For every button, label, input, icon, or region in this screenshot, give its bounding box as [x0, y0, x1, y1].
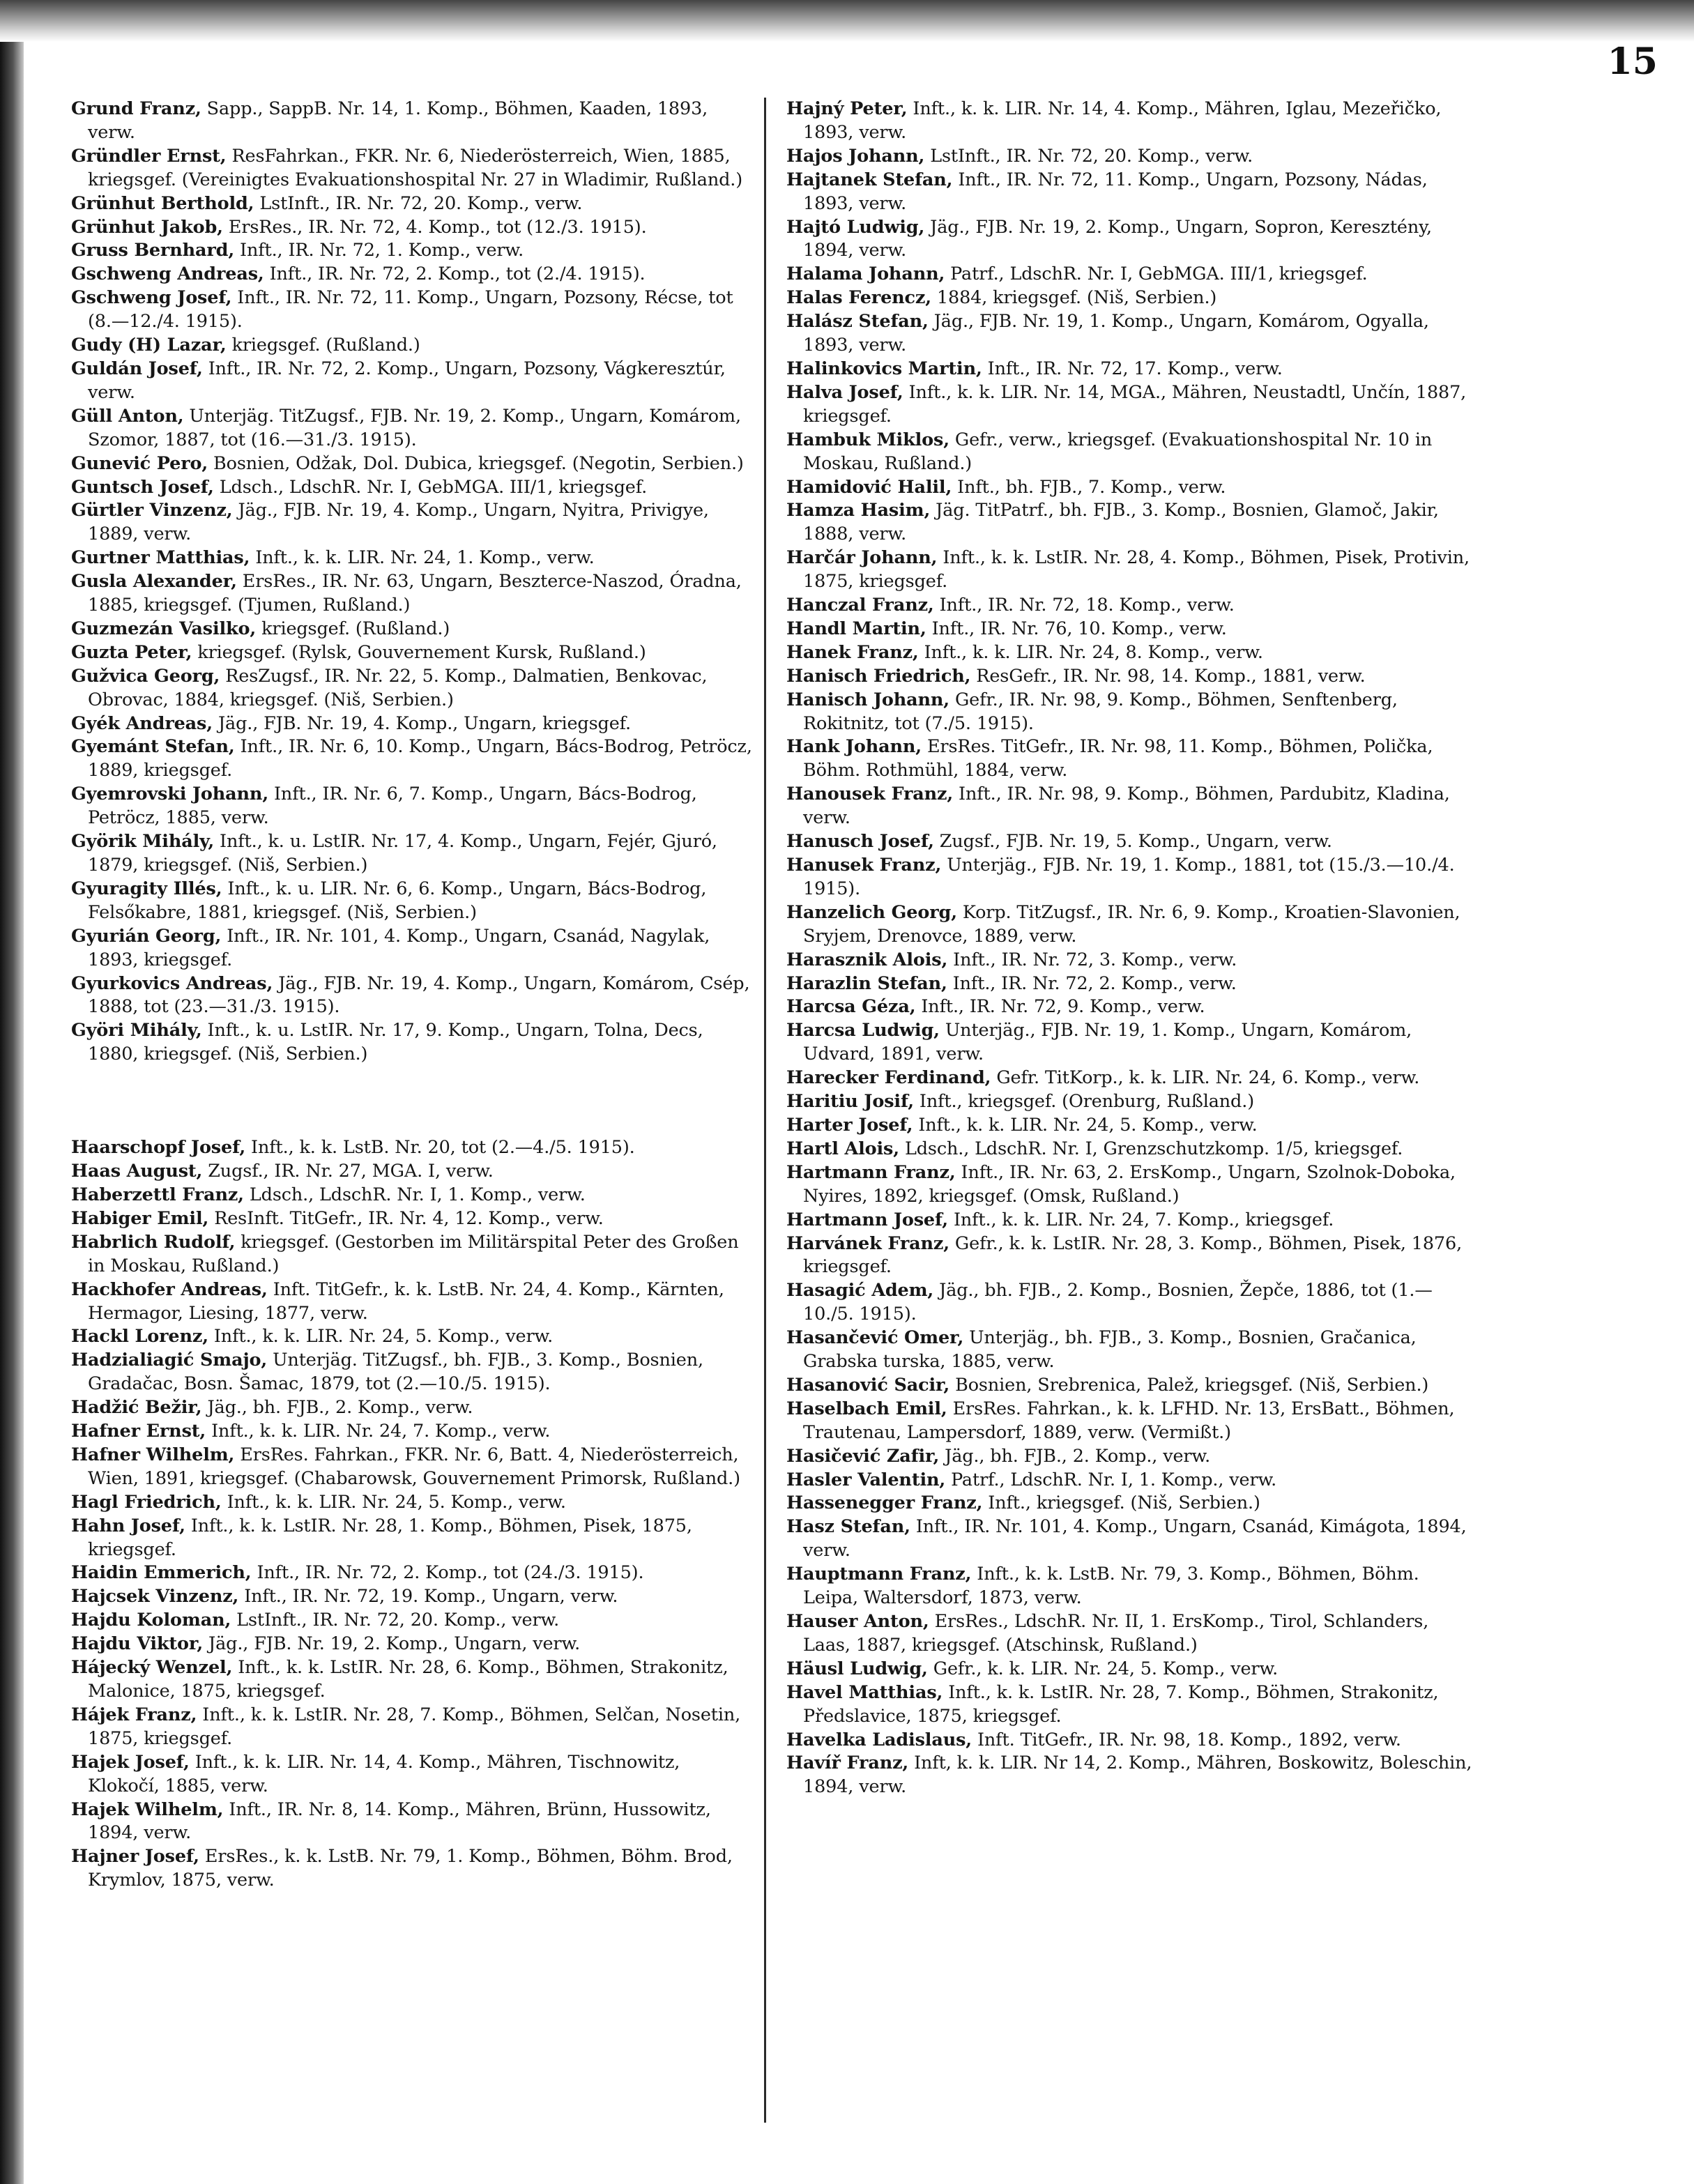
entry-name: Harcsa Géza, — [786, 996, 916, 1018]
entry-details: Inft., k. k. LstIR. Nr. 28, 4. Komp., Böhmen, Pisek, Protivin, 1875, kriegsgef. — [803, 547, 1470, 593]
entry-details: Inft., bh. FJB., 7. Komp., verw. — [952, 476, 1226, 498]
casualty-entry — [71, 1207, 754, 1231]
entry-name: Gunević Pero, — [71, 452, 208, 474]
casualty-entry — [71, 476, 754, 500]
entry-details: ResZugsf., IR. Nr. 22, 5. Komp., Dalmatien, Benkovac, Obrovac, 1884, kriegsgef. (Niš, Serbien.) — [88, 665, 708, 710]
casualty-entry — [71, 98, 754, 145]
casualty-entry — [71, 665, 754, 712]
casualty-entry — [71, 830, 754, 878]
entry-name: Hájecký Wenzel, — [71, 1657, 233, 1679]
entry-details: Gefr., verw., kriegsgef. (Evakuationshospital Nr. 10 in Moskau, Rußland.) — [803, 429, 1433, 474]
entry-details: Inft., IR. Nr. 98, 9. Komp., Böhmen, Pardubitz, Kladina, verw. — [803, 784, 1450, 829]
entry-details: Inft., IR. Nr. 72, 2. Komp., tot (24./3. 1915). — [251, 1562, 644, 1584]
entry-name: Györik Mihály, — [71, 831, 215, 853]
entry-details: Inft., k. k. LIR. Nr. 24, 5. Komp., verw. — [913, 1114, 1258, 1136]
entry-name: Guzta Peter, — [71, 641, 192, 663]
entry-details: Gefr., k. k. LstIR. Nr. 28, 3. Komp., Böhmen, Pisek, 1876, kriegsgef. — [803, 1232, 1463, 1278]
entry-details: Unterjäg., bh. FJB., 3. Komp., Bosnien, Gračanica, Grabska turska, 1885, verw. — [803, 1327, 1417, 1373]
casualty-entry — [71, 570, 754, 618]
entry-name: Harter Josef, — [786, 1114, 913, 1136]
entry-name: Guldán Josef, — [71, 358, 203, 379]
entry-details: Jäg., FJB. Nr. 19, 4. Komp., Ungarn, kriegsgef. — [212, 712, 631, 734]
entry-details: Jäg., FJB. Nr. 19, 4. Komp., Ungarn, Nyitra, Privigye, 1889, verw. — [88, 500, 709, 545]
casualty-entry — [786, 1563, 1473, 1610]
casualty-entry — [71, 145, 754, 192]
entry-name: Hanczal Franz, — [786, 595, 934, 616]
casualty-entry — [786, 476, 1473, 500]
casualty-entry — [71, 1585, 754, 1609]
entry-details: Unterjäg. TitZugsf., bh. FJB., 3. Komp., Bosnien, Gradačac, Bosn. Šamac, 1879, tot (2.—10./5. 1915). — [88, 1350, 703, 1395]
casualty-entry — [71, 1609, 754, 1633]
casualty-entry — [786, 665, 1473, 689]
entry-details: ResInft. TitGefr., IR. Nr. 4, 12. Komp., verw. — [208, 1207, 604, 1229]
entry-details: 1884, kriegsgef. (Niš, Serbien.) — [931, 287, 1217, 309]
entry-name: Hasanović Sacir, — [786, 1374, 950, 1396]
casualty-entry — [786, 1658, 1473, 1681]
casualty-entry — [786, 98, 1473, 145]
casualty-entry — [71, 925, 754, 972]
entry-details: LstInft., IR. Nr. 72, 20. Komp., verw. — [231, 1610, 560, 1631]
casualty-entry — [786, 310, 1473, 358]
entry-details: Gefr. TitKorp., k. k. LIR. Nr. 24, 6. Komp., verw. — [991, 1067, 1420, 1089]
entry-name: Hajcsek Vinzenz, — [71, 1586, 239, 1608]
casualty-entry — [786, 1232, 1473, 1280]
entry-details: Inft., k. k. LIR. Nr. 14, MGA., Mähren, Neustadtl, Unčín, 1887, kriegsgef. — [803, 381, 1467, 427]
casualty-entry — [71, 1515, 754, 1562]
entry-name: Guzmezán Vasilko, — [71, 618, 257, 639]
entry-name: Gyemrovski Johann, — [71, 784, 269, 805]
entry-details: Jäg., FJB. Nr. 19, 2. Komp., Ungarn, Sopron, Keresztény, 1894, verw. — [803, 216, 1432, 261]
entry-name: Gschweng Andreas, — [71, 264, 264, 285]
entry-details: Inft., kriegsgef. (Orenburg, Rußland.) — [913, 1091, 1254, 1113]
entry-name: Haidin Emmerich, — [71, 1562, 252, 1584]
entry-name: Hajner Josef, — [71, 1846, 199, 1868]
casualty-entry — [71, 499, 754, 547]
casualty-entry — [786, 949, 1473, 972]
entry-details: LstInft., IR. Nr. 72, 20. Komp., verw. — [254, 192, 583, 214]
entry-name: Hájek Franz, — [71, 1704, 197, 1725]
entry-name: Haberzettl Franz, — [71, 1184, 244, 1205]
entry-name: Hartmann Josef, — [786, 1209, 948, 1230]
casualty-entry — [786, 1398, 1473, 1445]
casualty-entry — [786, 1327, 1473, 1374]
casualty-entry — [786, 547, 1473, 594]
entry-name: Hafner Ernst, — [71, 1421, 206, 1442]
casualty-entry — [786, 972, 1473, 996]
entry-details: Inft, k. k. LIR. Nr 14, 2. Komp., Mähren, Boskowitz, Boleschin, 1894, verw. — [803, 1752, 1472, 1798]
entry-name: Hassenegger Franz, — [786, 1492, 983, 1514]
entry-details: Bosnien, Srebrenica, Palež, kriegsgef. (Niš, Serbien.) — [949, 1374, 1429, 1396]
entry-name: Harcsa Ludwig, — [786, 1020, 940, 1041]
casualty-entry — [71, 1444, 754, 1491]
entry-details: Inft. TitGefr., k. k. LstB. Nr. 24, 4. Komp., Kärnten, Hermagor, Liesing, 1877, verw. — [88, 1278, 724, 1324]
casualty-entry — [71, 1160, 754, 1184]
entry-name: Habrlich Rudolf, — [71, 1231, 236, 1253]
entry-details: Inft., k. k. LIR. Nr. 24, 8. Komp., verw. — [918, 641, 1263, 663]
entry-name: Gyurián Georg, — [71, 925, 222, 947]
entry-details: Inft., IR. Nr. 101, 4. Komp., Ungarn, Csanád, Kimágota, 1894, verw. — [803, 1516, 1467, 1561]
entry-details: Inft., k. k. LIR. Nr. 14, 4. Komp., Mähren, Iglau, Mezeřičko, 1893, verw. — [803, 98, 1442, 143]
entry-name: Güll Anton, — [71, 405, 184, 427]
entry-details: Inft., IR. Nr. 72, 3. Komp., verw. — [947, 949, 1237, 970]
entry-name: Hanisch Friedrich, — [786, 665, 971, 687]
entry-name: Havel Matthias, — [786, 1681, 943, 1703]
casualty-entry — [71, 1349, 754, 1396]
entry-details: Inft., k. k. LIR. Nr. 24, 1. Komp., verw. — [250, 547, 595, 569]
casualty-entry — [71, 263, 754, 287]
casualty-entry — [71, 216, 754, 240]
casualty-entry — [786, 1445, 1473, 1469]
entry-name: Gurtner Matthias, — [71, 547, 250, 569]
casualty-entry — [71, 878, 754, 925]
casualty-entry — [71, 1396, 754, 1420]
entry-name: Grünhut Jakob, — [71, 216, 223, 238]
entry-name: Hasz Stefan, — [786, 1516, 910, 1538]
casualty-entry — [71, 783, 754, 830]
entry-details: Inft., k. u. LIR. Nr. 6, 6. Komp., Ungarn, Bács-Bodrog, Felsőkabre, 1881, kriegsgef. (Niš, Serbien.) — [88, 878, 707, 923]
entry-details: kriegsgef. (Rylsk, Gouvernement Kursk, Rußland.) — [192, 641, 646, 663]
entry-name: Hajdu Koloman, — [71, 1610, 231, 1631]
entry-details: Inft., IR. Nr. 72, 9. Komp., verw. — [915, 996, 1205, 1018]
entry-name: Halama Johann, — [786, 264, 945, 285]
entry-name: Hanisch Johann, — [786, 689, 949, 710]
entry-details: Inft., IR. Nr. 6, 7. Komp., Ungarn, Bács-Bodrog, Petröcz, 1885, verw. — [88, 784, 697, 829]
entry-details: Inft., IR. Nr. 76, 10. Komp., verw. — [926, 618, 1227, 639]
entry-details: Inft., IR. Nr. 72, 19. Komp., Ungarn, verw. — [238, 1586, 618, 1608]
entry-name: Gründler Ernst, — [71, 145, 227, 167]
entry-name: Harecker Ferdinand, — [786, 1067, 991, 1089]
entry-name: Halva Josef, — [786, 381, 903, 403]
entry-details: Inft., k. k. LstIR. Nr. 28, 7. Komp., Böhmen, Strakonitz, Předslavice, 1875, kriegsgef. — [803, 1681, 1439, 1727]
casualty-entry — [786, 594, 1473, 618]
entry-name: Hanousek Franz, — [786, 784, 954, 805]
casualty-entry — [71, 334, 754, 358]
entry-name: Hauptmann Franz, — [786, 1564, 972, 1585]
entry-name: Gyurkovics Andreas, — [71, 972, 273, 994]
casualty-entry — [71, 405, 754, 452]
casualty-entry — [71, 358, 754, 405]
entry-details: Inft., IR. Nr. 72, 11. Komp., Ungarn, Pozsony, Récse, tot (8.—12./4. 1915). — [88, 287, 733, 333]
entry-details: Inft., k. k. LstB. Nr. 79, 3. Komp., Böhmen, Böhm. Leipa, Waltersdorf, 1873, verw. — [803, 1564, 1419, 1609]
casualty-entry — [71, 1561, 754, 1585]
entry-details: Jäg., bh. FJB., 2. Komp., verw. — [201, 1397, 473, 1419]
entry-details: ResGefr., IR. Nr. 98, 14. Komp., 1881, verw. — [970, 665, 1366, 687]
casualty-entry — [71, 452, 754, 476]
entry-details: Unterjäg., FJB. Nr. 19, 1. Komp., 1881, tot (15./3.—10./4. 1915). — [803, 855, 1455, 899]
entry-details: Ldsch., LdschR. Nr. I, Grenzschutzkomp. 1/5, kriegsgef. — [899, 1138, 1403, 1159]
entry-name: Gruss Bernhard, — [71, 240, 235, 261]
casualty-entry — [786, 1161, 1473, 1209]
casualty-entry — [786, 499, 1473, 547]
entry-name: Hajný Peter, — [786, 98, 908, 119]
entry-name: Hajdu Viktor, — [71, 1633, 204, 1655]
entry-details: Inft., k. k. LIR. Nr. 24, 7. Komp., verw. — [206, 1421, 551, 1442]
entry-details: Inft., IR. Nr. 72, 18. Komp., verw. — [933, 595, 1235, 616]
entry-details: Inft., k. k. LIR. Nr. 24, 7. Komp., kriegsgef. — [947, 1209, 1334, 1230]
entry-name: Hadzialiagić Smajo, — [71, 1350, 268, 1371]
entry-name: Haselbach Emil, — [786, 1398, 947, 1419]
entry-name: Harvánek Franz, — [786, 1232, 949, 1254]
entry-name: Hajos Johann, — [786, 145, 925, 167]
casualty-entry — [786, 169, 1473, 216]
entry-name: Havelka Ladislaus, — [786, 1729, 972, 1750]
entry-name: Grund Franz, — [71, 98, 201, 119]
casualty-entry — [786, 1610, 1473, 1658]
entry-details: kriegsgef. (Gestorben im Militärspital Peter des Großen in Moskau, Rußland.) — [88, 1231, 739, 1276]
entry-details: Jäg., FJB. Nr. 19, 2. Komp., Ungarn, verw. — [203, 1633, 581, 1655]
entry-details: Unterjäg. TitZugsf., FJB. Nr. 19, 2. Komp., Ungarn, Komárom, Szomor, 1887, tot (16.—31./3. 1915). — [88, 405, 741, 450]
casualty-entry — [786, 358, 1473, 381]
page-number: 15 — [1607, 40, 1658, 83]
casualty-entry — [786, 263, 1473, 287]
scan-shadow-top — [0, 0, 1694, 42]
entry-name: Gschweng Josef, — [71, 287, 232, 309]
casualty-entry — [71, 1184, 754, 1207]
casualty-entry — [786, 901, 1473, 949]
entry-name: Hamza Hasim, — [786, 500, 931, 521]
casualty-entry — [786, 1090, 1473, 1114]
casualty-entry — [786, 429, 1473, 476]
casualty-entry — [71, 239, 754, 263]
casualty-entry — [786, 216, 1473, 264]
entry-name: Hauser Anton, — [786, 1611, 929, 1632]
casualty-entry — [786, 1752, 1473, 1799]
entry-name: Hackl Lorenz, — [71, 1326, 208, 1347]
entry-name: Haritiu Josif, — [786, 1091, 914, 1113]
entry-details: ResFahrkan., FKR. Nr. 6, Niederösterreich, Wien, 1885, kriegsgef. (Vereinigtes Evakuationshospital Nr. 27 in Wladimir, Rußland.) — [88, 145, 743, 190]
entry-name: Handl Martin, — [786, 618, 926, 639]
casualty-entry — [786, 783, 1473, 830]
casualty-entry — [71, 1751, 754, 1799]
casualty-entry — [786, 1209, 1473, 1232]
casualty-entry — [71, 287, 754, 334]
entry-name: Hajtanek Stefan, — [786, 169, 953, 190]
entry-details: Inft., k. k. LstB. Nr. 20, tot (2.—4./5. 1915). — [245, 1137, 635, 1159]
entry-details: Inft., k. k. LIR. Nr. 24, 5. Komp., verw. — [208, 1326, 554, 1347]
entry-name: Hajek Wilhelm, — [71, 1799, 224, 1820]
entry-details: Jäg., bh. FJB., 2. Komp., verw. — [939, 1445, 1211, 1467]
entry-details: Inft., kriegsgef. (Niš, Serbien.) — [982, 1492, 1260, 1514]
casualty-entry — [786, 689, 1473, 736]
column-divider — [764, 98, 766, 2123]
casualty-entry — [786, 381, 1473, 429]
casualty-entry — [71, 1278, 754, 1326]
entry-name: Haarschopf Josef, — [71, 1137, 246, 1159]
casualty-entry — [71, 618, 754, 641]
entry-details: Inft., IR. Nr. 72, 17. Komp., verw. — [982, 358, 1283, 379]
entry-name: Havíř Franz, — [786, 1752, 909, 1774]
entry-details: Ldsch., LdschR. Nr. I, GebMGA. III/1, kriegsgef. — [213, 476, 648, 498]
entry-name: Hasičević Zafir, — [786, 1445, 940, 1467]
entry-name: Hasagić Adem, — [786, 1280, 934, 1301]
entry-details: Gefr., IR. Nr. 98, 9. Komp., Böhmen, Senftenberg, Rokitnitz, tot (7./5. 1915). — [803, 689, 1398, 734]
casualty-entry — [786, 1067, 1473, 1090]
entry-name: Hank Johann, — [786, 736, 922, 758]
entry-name: Hagl Friedrich, — [71, 1491, 222, 1513]
entry-details: ErsRes., k. k. LstB. Nr. 79, 1. Komp., Böhmen, Böhm. Brod, Krymlov, 1875, verw. — [88, 1846, 733, 1891]
casualty-entry — [71, 192, 754, 216]
entry-details: Jäg., FJB. Nr. 19, 4. Komp., Ungarn, Komárom, Csép, 1888, tot (23.—31./3. 1915). — [88, 972, 750, 1018]
entry-details: Inft., IR. Nr. 6, 10. Komp., Ungarn, Bács-Bodrog, Petröcz, 1889, kriegsgef. — [88, 736, 752, 781]
entry-name: Hartl Alois, — [786, 1138, 899, 1159]
entry-name: Gyemánt Stefan, — [71, 736, 235, 758]
casualty-entry — [786, 995, 1473, 1019]
entry-details: ErsRes., LdschR. Nr. II, 1. ErsKomp., Tirol, Schlanders, Laas, 1887, kriegsgef. (Atschinsk, Rußland.) — [803, 1611, 1429, 1656]
casualty-entry — [71, 1704, 754, 1751]
casualty-entry — [786, 1114, 1473, 1138]
entry-details: kriegsgef. (Rußland.) — [226, 335, 420, 356]
entry-name: Halas Ferencz, — [786, 287, 931, 309]
casualty-entry — [786, 1374, 1473, 1398]
entry-name: Grünhut Berthold, — [71, 192, 254, 214]
casualty-entry — [71, 641, 754, 665]
entry-name: Gyék Andreas, — [71, 712, 213, 734]
casualty-entry — [786, 641, 1473, 665]
scan-shadow-left — [0, 0, 24, 2184]
entry-name: Hackhofer Andreas, — [71, 1278, 268, 1300]
casualty-entry — [71, 1633, 754, 1656]
casualty-entry — [71, 1656, 754, 1704]
casualty-entry — [786, 1681, 1473, 1729]
entry-name: Hanusch Josef, — [786, 831, 934, 853]
entry-name: Harasznik Alois, — [786, 949, 948, 970]
entry-details: Inft., IR. Nr. 72, 11. Komp., Ungarn, Pozsony, Nádas, 1893, verw. — [803, 169, 1428, 214]
casualty-entry — [786, 735, 1473, 783]
entry-name: Haas August, — [71, 1161, 203, 1182]
entry-details: kriegsgef. (Rußland.) — [256, 618, 450, 639]
entry-name: Hasančević Omer, — [786, 1327, 964, 1349]
casualty-entry — [786, 1515, 1473, 1563]
entry-details: Inft., IR. Nr. 72, 1. Komp., verw. — [234, 240, 524, 261]
entry-details: Sapp., SappB. Nr. 14, 1. Komp., Böhmen, Kaaden, 1893, verw. — [88, 98, 708, 143]
entry-details: Inft., k. k. LIR. Nr. 14, 4. Komp., Mähren, Tischnowitz, Klokočí, 1885, verw. — [88, 1751, 680, 1796]
entry-name: Hamidović Halil, — [786, 476, 952, 498]
entry-details: Unterjäg., FJB. Nr. 19, 1. Komp., Ungarn, Komárom, Udvard, 1891, verw. — [803, 1020, 1412, 1065]
casualty-entry — [71, 712, 754, 736]
entry-details: ErsRes., IR. Nr. 72, 4. Komp., tot (12./3. 1915). — [222, 216, 647, 238]
entry-details: Inft., IR. Nr. 72, 2. Komp., Ungarn, Pozsony, Vágkeresztúr, verw. — [88, 358, 726, 403]
entry-details: Bosnien, Odžak, Dol. Dubica, kriegsgef. (Negotin, Serbien.) — [208, 452, 744, 474]
entry-details: Jäg., FJB. Nr. 19, 1. Komp., Ungarn, Komárom, Ogyalla, 1893, verw. — [803, 311, 1429, 356]
casualty-entry — [71, 1231, 754, 1278]
entry-details: Inft., k. k. LstIR. Nr. 28, 6. Komp., Böhmen, Strakonitz, Malonice, 1875, kriegsgef. — [88, 1657, 728, 1702]
entry-name: Hajek Josef, — [71, 1751, 190, 1773]
entry-name: Hartmann Franz, — [786, 1161, 956, 1183]
entry-details: Gefr., k. k. LIR. Nr. 24, 5. Komp., verw. — [927, 1658, 1279, 1679]
casualty-entry — [786, 1279, 1473, 1327]
entry-details: Inft., IR. Nr. 72, 2. Komp., tot (2./4. 1915). — [264, 264, 646, 285]
entry-details: Patrf., LdschR. Nr. I, GebMGA. III/1, kriegsgef. — [945, 264, 1368, 285]
entry-name: Hanusek Franz, — [786, 855, 942, 876]
casualty-entry — [786, 1729, 1473, 1752]
entry-details: ErsRes. Fahrkan., FKR. Nr. 6, Batt. 4, Niederösterreich, Wien, 1891, kriegsgef. (Chabarowsk, Gouvernement Primorsk, Rußland.) — [88, 1444, 740, 1489]
casualty-entry — [71, 547, 754, 570]
entry-name: Hadžić Bežir, — [71, 1397, 202, 1419]
entry-name: Hambuk Miklos, — [786, 429, 949, 450]
casualty-entry — [71, 1420, 754, 1444]
entry-details: Inft., IR. Nr. 72, 2. Komp., verw. — [947, 972, 1237, 994]
entry-name: Halász Stefan, — [786, 311, 929, 333]
casualty-entry — [71, 1136, 754, 1160]
entry-details: Patrf., LdschR. Nr. I, 1. Komp., verw. — [945, 1469, 1277, 1490]
section-gap — [71, 1067, 754, 1136]
casualty-entry — [786, 1492, 1473, 1515]
casualty-entry — [71, 735, 754, 783]
entry-name: Harazlin Stefan, — [786, 972, 947, 994]
casualty-entry — [786, 854, 1473, 901]
entry-details: Ldsch., LdschR. Nr. I, 1. Komp., verw. — [243, 1184, 586, 1205]
entry-name: Hanzelich Georg, — [786, 901, 957, 923]
entry-details: LstInft., IR. Nr. 72, 20. Komp., verw. — [924, 145, 1253, 167]
entry-name: Gudy (H) Lazar, — [71, 335, 227, 356]
entry-details: Inft., k. k. LstIR. Nr. 28, 1. Komp., Böhmen, Pisek, 1875, kriegsgef. — [88, 1515, 692, 1560]
entry-name: Hahn Josef, — [71, 1515, 185, 1536]
entry-details: Inft., k. u. LstIR. Nr. 17, 9. Komp., Ungarn, Tolna, Decs, 1880, kriegsgef. (Niš, Serbien.) — [88, 1020, 703, 1065]
casualty-entry — [71, 1019, 754, 1067]
entry-details: ErsRes. Fahrkan., k. k. LFHD. Nr. 13, ErsBatt., Böhmen, Trautenau, Lampersdorf, 1889, verw. (Vermißt.) — [803, 1398, 1455, 1443]
casualty-entry — [786, 145, 1473, 169]
right-column — [786, 98, 1473, 1799]
casualty-entry — [786, 830, 1473, 854]
entry-details: Inft. TitGefr., IR. Nr. 98, 18. Komp., 1892, verw. — [972, 1729, 1401, 1750]
entry-details: Inft., IR. Nr. 8, 14. Komp., Mähren, Brünn, Hussowitz, 1894, verw. — [88, 1799, 711, 1844]
left-column — [71, 98, 754, 1893]
entry-name: Guntsch Josef, — [71, 476, 214, 498]
entry-name: Gužvica Georg, — [71, 665, 220, 687]
entry-details: Jäg. TitPatrf., bh. FJB., 3. Komp., Bosnien, Glamoč, Jakir, 1888, verw. — [803, 500, 1439, 545]
entry-details: Inft., k. k. LstIR. Nr. 28, 7. Komp., Böhmen, Selčan, Nosetin, 1875, kriegsgef. — [88, 1704, 741, 1749]
entry-details: Zugsf., IR. Nr. 27, MGA. I, verw. — [202, 1161, 494, 1182]
casualty-entry — [71, 972, 754, 1020]
casualty-entry — [786, 287, 1473, 310]
entry-details: ErsRes., IR. Nr. 63, Ungarn, Beszterce-Naszod, Óradna, 1885, kriegsgef. (Tjumen, Rußland.) — [88, 571, 742, 616]
entry-details: Zugsf., FJB. Nr. 19, 5. Komp., Ungarn, verw. — [933, 831, 1332, 853]
entry-name: Harčár Johann, — [786, 547, 938, 569]
entry-details: Inft., IR. Nr. 101, 4. Komp., Ungarn, Csanád, Nagylak, 1893, kriegsgef. — [88, 925, 710, 970]
casualty-entry — [71, 1491, 754, 1515]
entry-name: Häusl Ludwig, — [786, 1658, 928, 1679]
entry-name: Gusla Alexander, — [71, 571, 237, 593]
casualty-entry — [71, 1799, 754, 1846]
entry-details: ErsRes. TitGefr., IR. Nr. 98, 11. Komp., Böhmen, Polička, Böhm. Rothmühl, 1884, verw. — [803, 736, 1433, 781]
entry-name: Györi Mihály, — [71, 1020, 202, 1041]
entry-name: Hasler Valentin, — [786, 1469, 946, 1490]
casualty-entry — [71, 1845, 754, 1893]
casualty-entry — [71, 1325, 754, 1349]
entry-details: Jäg., bh. FJB., 2. Komp., Bosnien, Žepče, 1886, tot (1.—10./5. 1915). — [803, 1280, 1433, 1325]
entry-name: Gyuragity Illés, — [71, 878, 222, 899]
entry-details: Inft., IR. Nr. 63, 2. ErsKomp., Ungarn, Szolnok-Doboka, Nyires, 1892, kriegsgef. (Omsk, Rußland.) — [803, 1161, 1456, 1207]
entry-name: Halinkovics Martin, — [786, 358, 982, 379]
casualty-entry — [786, 1138, 1473, 1161]
entry-details: Korp. TitZugsf., IR. Nr. 6, 9. Komp., Kroatien-Slavonien, Sryjem, Drenovce, 1889, verw. — [803, 901, 1460, 947]
entry-details: Inft., k. u. LstIR. Nr. 17, 4. Komp., Ungarn, Fejér, Gjuró, 1879, kriegsgef. (Niš, Serbien.) — [88, 831, 717, 876]
entry-details: Inft., k. k. LIR. Nr. 24, 5. Komp., verw. — [221, 1491, 566, 1513]
entry-name: Hafner Wilhelm, — [71, 1444, 235, 1465]
casualty-entry — [786, 618, 1473, 641]
entry-name: Hajtó Ludwig, — [786, 216, 925, 238]
entry-name: Habiger Emil, — [71, 1207, 209, 1229]
entry-name: Hanek Franz, — [786, 641, 919, 663]
entry-name: Gürtler Vinzenz, — [71, 500, 233, 521]
casualty-entry — [786, 1019, 1473, 1067]
casualty-entry — [786, 1469, 1473, 1492]
